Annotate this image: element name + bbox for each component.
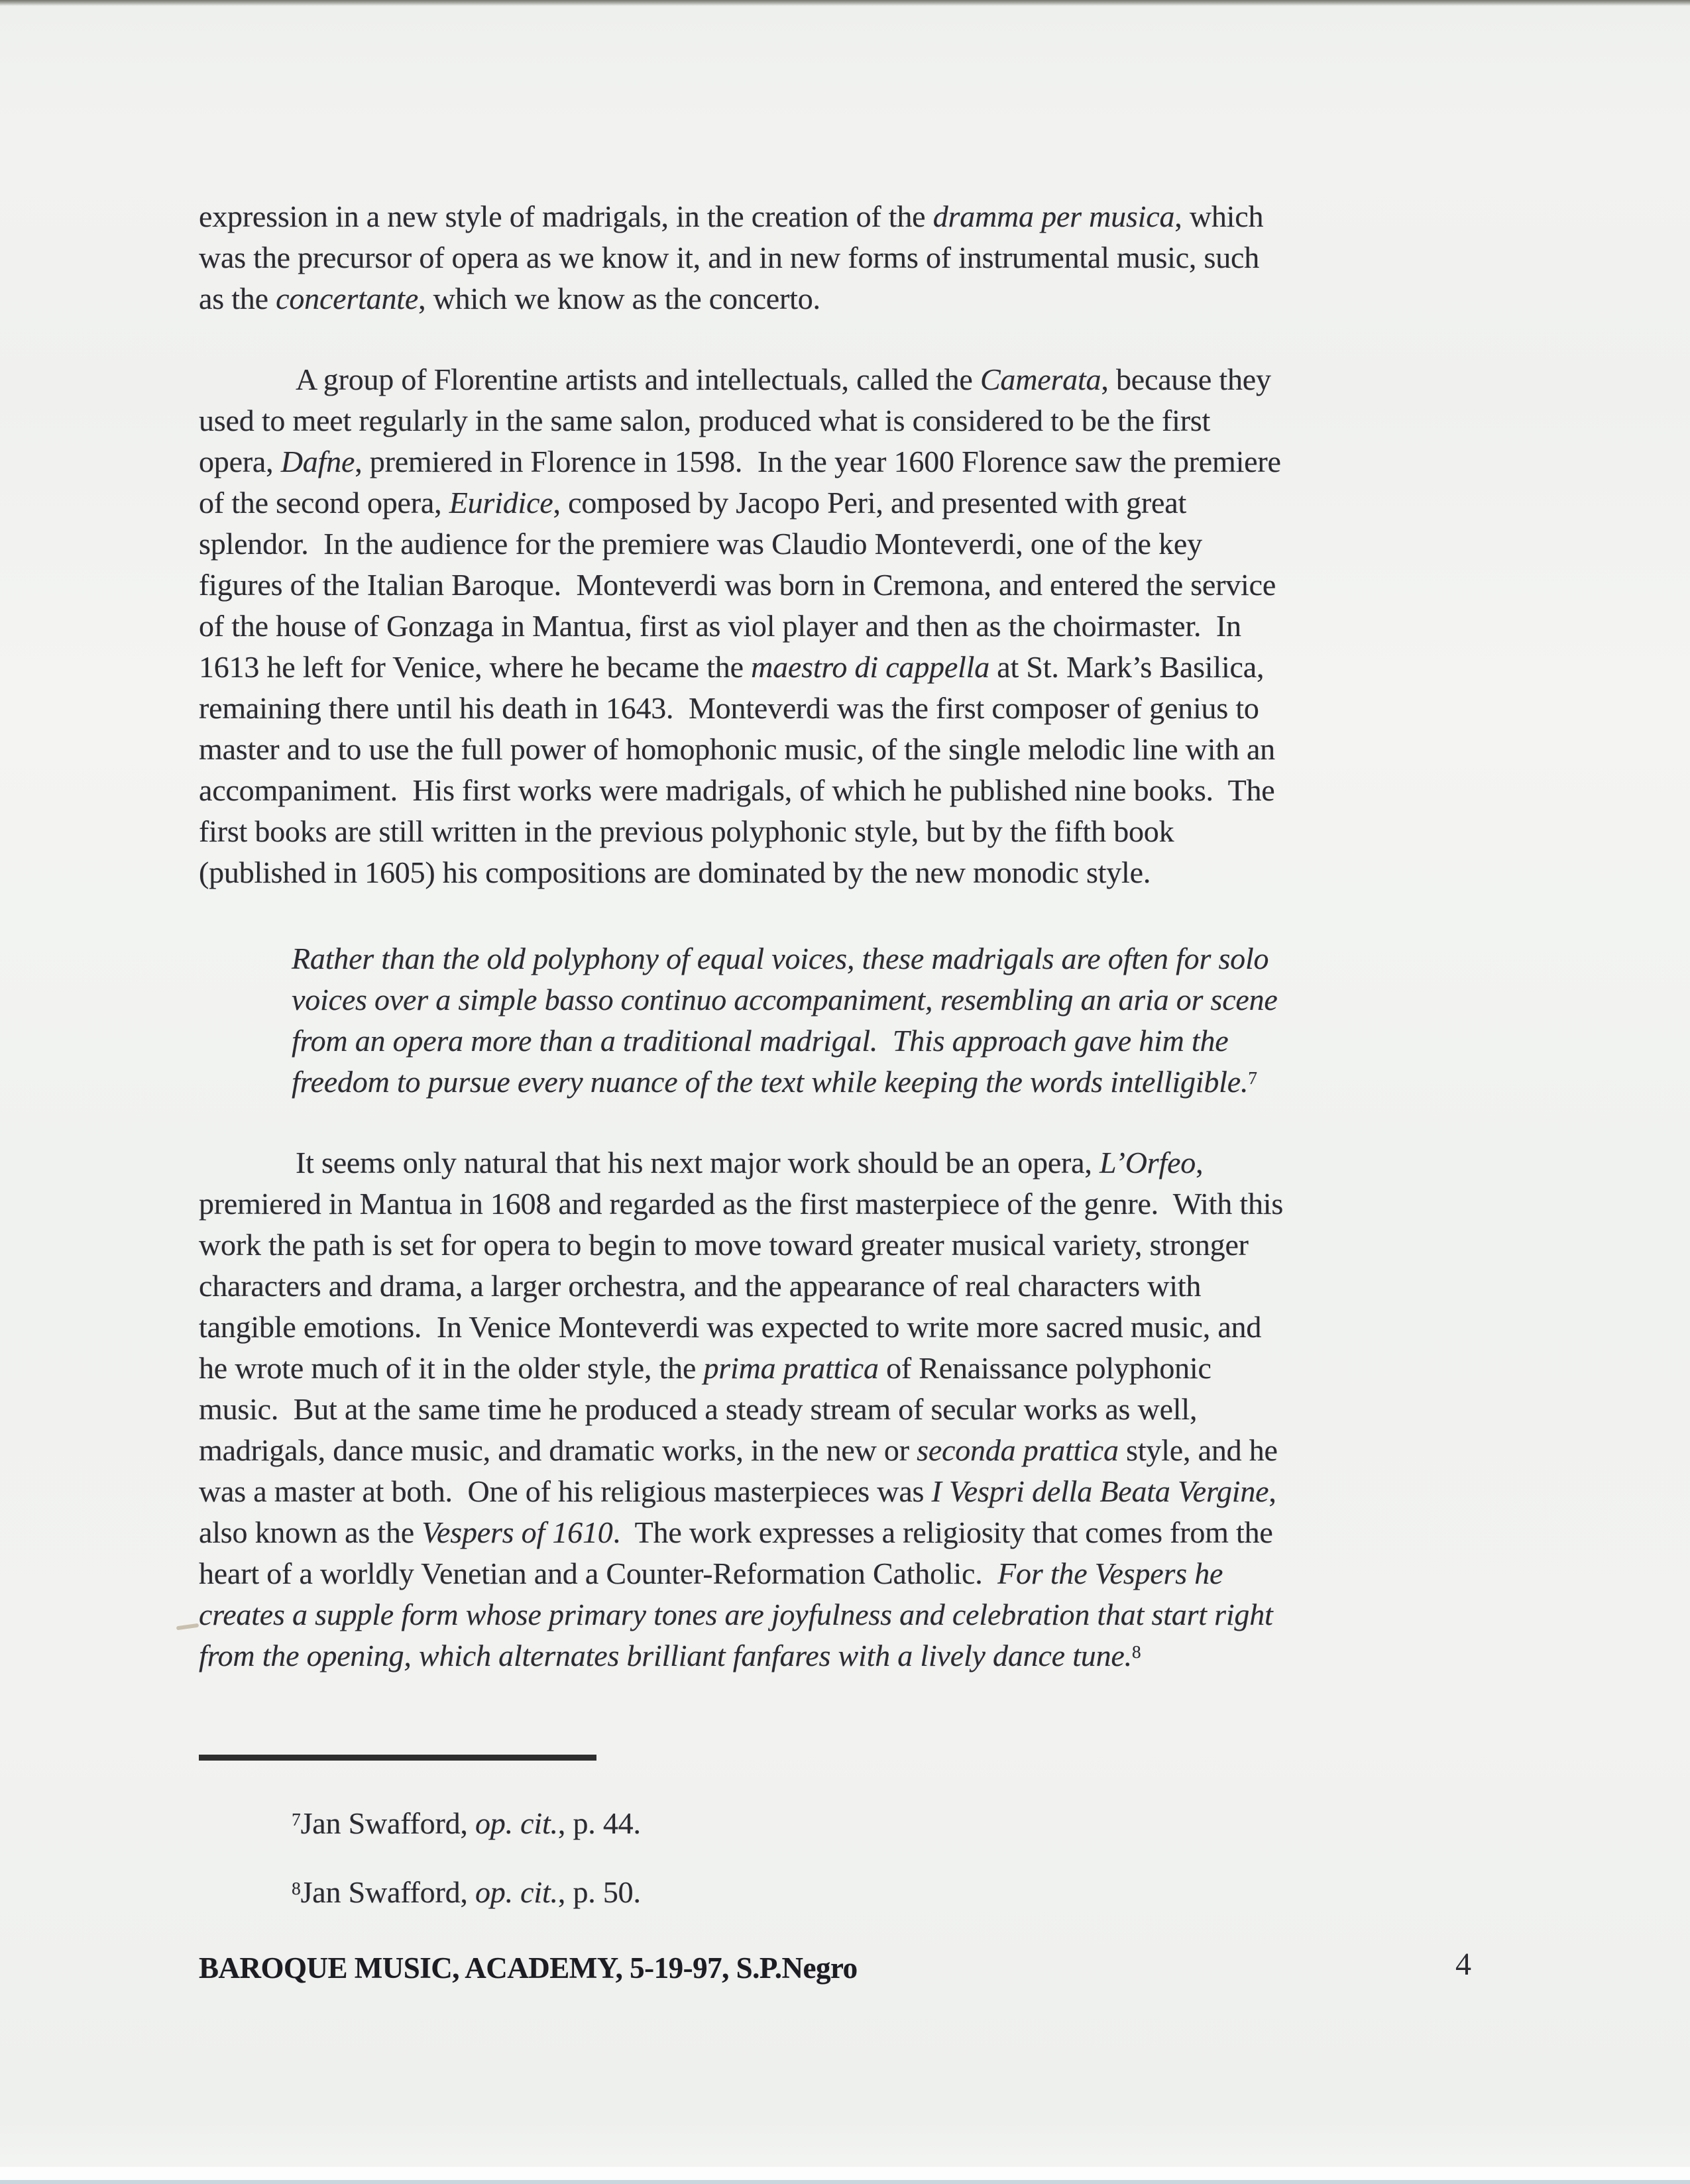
text-line: heart of a worldly Venetian and a Counter-Reformation Catholic. For the Vespers he — [199, 1556, 1223, 1590]
text-line: of the second opera, Euridice, composed by Jacopo Peri, and presented with great — [199, 486, 1187, 519]
text-line: figures of the Italian Baroque. Monteverdi was born in Cremona, and entered the service — [199, 568, 1276, 602]
text-line: was the precursor of opera as we know it, and in new forms of instrumental music, such — [199, 241, 1260, 274]
text-line: It seems only natural that his next major work should be an opera, L’Orfeo, — [296, 1146, 1204, 1179]
text-line: freedom to pursue every nuance of the text while keeping the words intelligible.$^7$ — [292, 1065, 1257, 1099]
text-line: as the concertante, which we know as the concerto. — [199, 282, 820, 315]
text-line: first books are still written in the previous polyphonic style, but by the fifth book — [199, 814, 1174, 848]
text-line: music. But at the same time he produced a steady stream of secular works as well, — [199, 1392, 1198, 1426]
text-line: madrigals, dance music, and dramatic works, in the new or seconda prattica style, and he — [199, 1433, 1278, 1467]
text-line: Rather than the old polyphony of equal voices, these madrigals are often for solo — [292, 942, 1269, 975]
text-line: creates a supple form whose primary tones are joyfulness and celebration that start right — [199, 1598, 1273, 1631]
text-line: used to meet regularly in the same salon, produced what is considered to be the first — [199, 404, 1211, 437]
paragraph-lorfeo-vespers — [199, 1142, 1500, 1676]
page-body — [199, 196, 1500, 1989]
footnote-separator-rule — [199, 1755, 596, 1761]
text-line: opera, Dafne, premiered in Florence in 1598. In the year 1600 Florence saw the premiere — [199, 445, 1281, 478]
text-line: characters and drama, a larger orchestra, and the appearance of real characters with — [199, 1269, 1202, 1303]
text-line: $^7$Jan Swafford, op. cit., p. 44. — [292, 1806, 641, 1840]
text-line: accompaniment. His first works were madrigals, of which he published nine books. The — [199, 773, 1275, 807]
text-line: work the path is set for opera to begin to move toward greater musical variety, stronger — [199, 1228, 1249, 1262]
page-number: 4 — [1455, 1947, 1471, 1982]
text-line: also known as the Vespers of 1610. The work expresses a religiosity that comes from the — [199, 1515, 1273, 1549]
text-line: voices over a simple basso continuo accompaniment, resembling an aria or scene — [292, 983, 1278, 1016]
text-line: from the opening, which alternates brilliant fanfares with a lively dance tune.$^8$ — [199, 1639, 1141, 1672]
text-line: (published in 1605) his compositions are dominated by the new monodic style. — [199, 855, 1151, 889]
margin-pencil-dash-mark — [176, 1623, 199, 1631]
text-line: tangible emotions. In Venice Monteverdi was expected to write more sacred music, and — [199, 1310, 1262, 1344]
scan-top-edge — [0, 0, 1690, 6]
text-line: from an opera more than a traditional madrigal. This approach gave him the — [292, 1024, 1229, 1058]
paragraph-expression-madrigals — [199, 196, 1500, 319]
footer-text: BAROQUE MUSIC, ACADEMY, 5-19-97, S.P.Negro — [199, 1951, 858, 1985]
footnote-8 — [292, 1872, 1500, 1913]
text-line: expression in a new style of madrigals, in the creation of the dramma per musica, which — [199, 199, 1264, 233]
scan-bottom-line — [0, 2180, 1690, 2184]
text-line: of the house of Gonzaga in Mantua, first as viol player and then as the choirmaster. In — [199, 609, 1241, 643]
text-line: 1613 he left for Venice, where he became the maestro di cappella at St. Mark’s Basilica, — [199, 650, 1265, 684]
paragraph-camerata-monteverdi — [199, 359, 1500, 893]
text-line: A group of Florentine artists and intellectuals, called the Camerata, because they — [296, 362, 1271, 396]
text-line: $^8$Jan Swafford, op. cit., p. 50. — [292, 1875, 641, 1909]
text-line: premiered in Mantua in 1608 and regarded as the first masterpiece of the genre. With this — [199, 1187, 1284, 1221]
block-quote-madrigals — [292, 938, 1461, 1103]
footnote-7 — [292, 1803, 1500, 1844]
text-line: remaining there until his death in 1643. Monteverdi was the first composer of genius to — [199, 691, 1259, 725]
text-line: was a master at both. One of his religious masterpieces was I Vespri della Beata Vergine, — [199, 1474, 1276, 1508]
text-line: he wrote much of it in the older style, the prima prattica of Renaissance polyphonic — [199, 1351, 1211, 1385]
scan-bottom-edge — [0, 2167, 1690, 2180]
text-line: splendor. In the audience for the premiere was Claudio Monteverdi, one of the key — [199, 527, 1202, 561]
text-line: master and to use the full power of homophonic music, of the single melodic line with an — [199, 732, 1275, 766]
